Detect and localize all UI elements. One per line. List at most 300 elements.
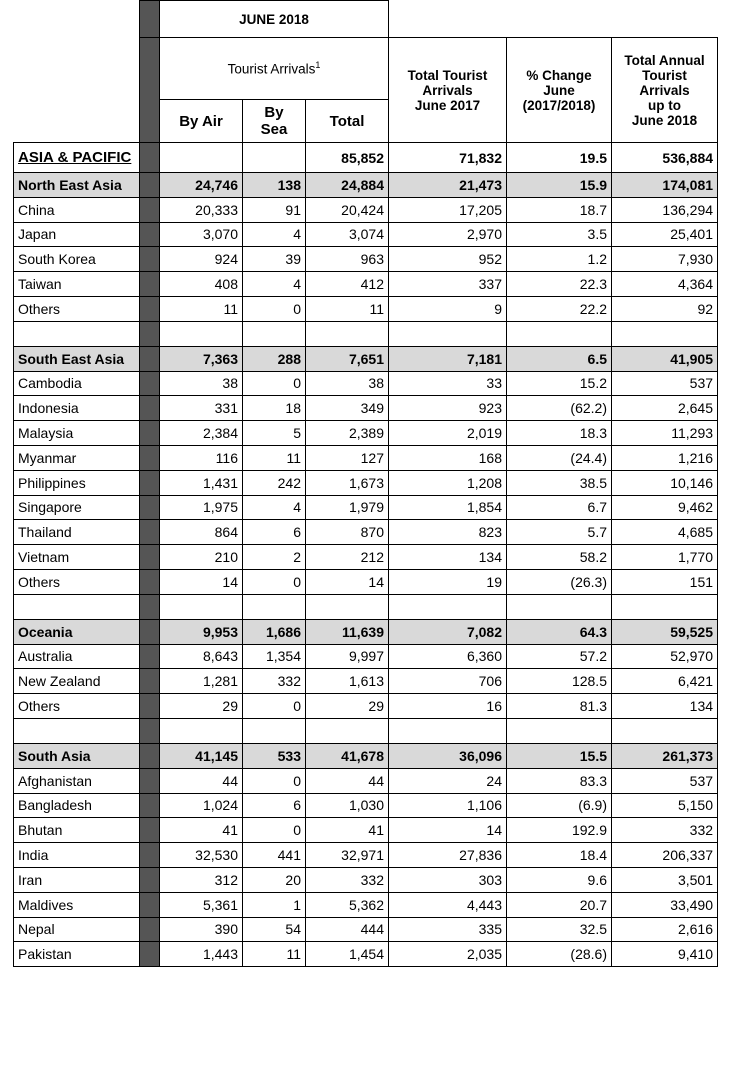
air-cell: 38 [160,371,243,396]
pct-cell: 15.9 [507,173,612,198]
sea-cell: 6 [243,793,306,818]
country-name: Myanmar [14,445,140,470]
empty-cell [160,321,243,346]
table-row [14,793,718,818]
sea-cell: 39 [243,247,306,272]
annual-cell: 174,081 [612,173,718,198]
table-row [14,247,718,272]
annual-cell: 1,770 [612,545,718,570]
empty-cell [243,321,306,346]
air-cell: 1,024 [160,793,243,818]
air-cell: 1,975 [160,495,243,520]
tourist-arrivals-header: Tourist Arrivals$^1$ [160,38,389,100]
total-cell: 963 [306,247,389,272]
annual-cell: 92 [612,296,718,321]
table-row [14,644,718,669]
air-cell: 1,281 [160,669,243,694]
total-cell: 29 [306,694,389,719]
annual-cell: 5,150 [612,793,718,818]
total-cell: 5,362 [306,892,389,917]
total-cell: 870 [306,520,389,545]
total-cell: 14 [306,569,389,594]
empty-cell [243,594,306,619]
pct-cell: 58.2 [507,545,612,570]
sea-cell: 288 [243,346,306,371]
gap-column [140,321,160,346]
total-cell: 1,979 [306,495,389,520]
table-row [14,396,718,421]
by-sea-header: By Sea [243,100,306,143]
air-cell: 24,746 [160,173,243,198]
annual-cell: 206,337 [612,843,718,868]
country-name: Maldives [14,892,140,917]
air-cell: 2,384 [160,421,243,446]
country-name: Others [14,569,140,594]
country-name: Vietnam [14,545,140,570]
pct-change-header: % Change June (2017/2018) [507,38,612,143]
country-name: Indonesia [14,396,140,421]
gap-column [140,1,160,38]
gap-column [140,644,160,669]
region-total: 85,852 [306,143,389,173]
sea-cell: 4 [243,495,306,520]
sea-cell: 54 [243,917,306,942]
air-cell: 11 [160,296,243,321]
country-name: Malaysia [14,421,140,446]
annual-cell: 33,490 [612,892,718,917]
air-cell: 14 [160,569,243,594]
total-cell: 127 [306,445,389,470]
gap-column [140,619,160,644]
total-cell: 349 [306,396,389,421]
total-cell: 41,678 [306,743,389,768]
total-cell: 1,673 [306,470,389,495]
gap-column [140,371,160,396]
tourist-arrivals-table [13,0,718,967]
air-cell: 312 [160,867,243,892]
gap-column [140,445,160,470]
air-cell: 864 [160,520,243,545]
pct-cell: 32.5 [507,917,612,942]
empty-cell [306,594,389,619]
sea-cell: 242 [243,470,306,495]
section-row [14,346,718,371]
total-cell: 11,639 [306,619,389,644]
total-cell: 32,971 [306,843,389,868]
total-cell: 3,074 [306,222,389,247]
gap-column [140,768,160,793]
annual-cell: 2,616 [612,917,718,942]
prev-cell: 303 [389,867,507,892]
annual-cell: 4,685 [612,520,718,545]
country-name: China [14,197,140,222]
air-cell: 331 [160,396,243,421]
pct-cell: 1.2 [507,247,612,272]
gap-column [140,38,160,143]
sea-cell: 1 [243,892,306,917]
by-air-header: By Air [160,100,243,143]
region-annual: 536,884 [612,143,718,173]
annual-cell: 10,146 [612,470,718,495]
gap-column [140,867,160,892]
pct-cell: 15.2 [507,371,612,396]
total-cell: 9,997 [306,644,389,669]
table-row [14,818,718,843]
pct-cell: (26.3) [507,569,612,594]
blank-cell [14,1,140,38]
sea-cell: 1,686 [243,619,306,644]
annual-cell: 59,525 [612,619,718,644]
pct-cell: 81.3 [507,694,612,719]
table-row [14,222,718,247]
gap-column [140,296,160,321]
gap-column [140,545,160,570]
spacer-row [14,321,718,346]
prev-cell: 4,443 [389,892,507,917]
gap-column [140,520,160,545]
prev-cell: 7,082 [389,619,507,644]
air-cell: 41 [160,818,243,843]
country-name: Iran [14,867,140,892]
empty-cell [612,718,718,743]
empty-cell [160,718,243,743]
gap-column [140,569,160,594]
country-name: South Asia [14,743,140,768]
gap-column [140,818,160,843]
pct-cell: 192.9 [507,818,612,843]
gap-column [140,173,160,198]
sea-cell: 441 [243,843,306,868]
annual-cell: 151 [612,569,718,594]
sea-cell: 18 [243,396,306,421]
air-cell: 1,443 [160,942,243,967]
prev-cell: 16 [389,694,507,719]
prev-cell: 33 [389,371,507,396]
sea-cell: 0 [243,768,306,793]
pct-cell: 6.7 [507,495,612,520]
country-name: Singapore [14,495,140,520]
gap-column [140,346,160,371]
air-cell: 29 [160,694,243,719]
total-cell: 38 [306,371,389,396]
air-cell: 408 [160,272,243,297]
air-cell: 41,145 [160,743,243,768]
total-cell: 11 [306,296,389,321]
prev-cell: 134 [389,545,507,570]
pct-cell: 15.5 [507,743,612,768]
total-header: Total [306,100,389,143]
air-cell: 116 [160,445,243,470]
gap-column [140,470,160,495]
table-row [14,495,718,520]
country-name: India [14,843,140,868]
total-cell: 41 [306,818,389,843]
air-cell: 390 [160,917,243,942]
gap-column [140,843,160,868]
sea-cell: 0 [243,296,306,321]
country-name: Bhutan [14,818,140,843]
annual-cell: 261,373 [612,743,718,768]
prev-cell: 706 [389,669,507,694]
table-row [14,272,718,297]
total-cell: 212 [306,545,389,570]
table-row [14,569,718,594]
annual-cell: 41,905 [612,346,718,371]
total-cell: 1,030 [306,793,389,818]
gap-column [140,421,160,446]
table-row [14,867,718,892]
air-cell: 3,070 [160,222,243,247]
section-row [14,619,718,644]
sea-cell: 11 [243,942,306,967]
section-row [14,743,718,768]
pct-cell: 22.2 [507,296,612,321]
empty-cell [507,321,612,346]
annual-cell: 6,421 [612,669,718,694]
annual-cell: 11,293 [612,421,718,446]
country-name: Australia [14,644,140,669]
table-row [14,445,718,470]
total-cell: 444 [306,917,389,942]
country-name: South Korea [14,247,140,272]
pct-cell: 6.5 [507,346,612,371]
sea-cell: 11 [243,445,306,470]
prev-cell: 337 [389,272,507,297]
prev-cell: 1,106 [389,793,507,818]
sea-cell: 332 [243,669,306,694]
pct-cell: 22.3 [507,272,612,297]
gap-column [140,247,160,272]
air-cell: 924 [160,247,243,272]
prev-cell: 923 [389,396,507,421]
gap-column [140,143,160,173]
gap-column [140,197,160,222]
annual-cell: 25,401 [612,222,718,247]
table-row [14,520,718,545]
empty-cell [507,718,612,743]
sea-cell: 1,354 [243,644,306,669]
prev-cell: 2,035 [389,942,507,967]
prev-cell: 19 [389,569,507,594]
prev-cell: 24 [389,768,507,793]
gap-column [140,669,160,694]
pct-cell: 20.7 [507,892,612,917]
total-cell: 24,884 [306,173,389,198]
sea-cell: 20 [243,867,306,892]
pct-cell: 64.3 [507,619,612,644]
region-pct: 19.5 [507,143,612,173]
prev-cell: 17,205 [389,197,507,222]
total-cell: 20,424 [306,197,389,222]
gap-column [140,495,160,520]
sea-cell: 91 [243,197,306,222]
sea-cell: 0 [243,694,306,719]
table-row [14,669,718,694]
country-name: Thailand [14,520,140,545]
region-air [160,143,243,173]
prev-cell: 1,854 [389,495,507,520]
pct-cell: (62.2) [507,396,612,421]
annual-cell: 537 [612,371,718,396]
region-name: ASIA & PACIFIC [14,143,140,173]
prev-cell: 2,970 [389,222,507,247]
country-name: Pakistan [14,942,140,967]
empty-cell [306,321,389,346]
annual-cell: 3,501 [612,867,718,892]
empty-cell [14,594,140,619]
prev-cell: 36,096 [389,743,507,768]
prev-cell: 168 [389,445,507,470]
pct-cell: 9.6 [507,867,612,892]
annual-cell: 9,462 [612,495,718,520]
total-cell: 44 [306,768,389,793]
spacer-row [14,718,718,743]
total-cell: 412 [306,272,389,297]
gap-column [140,793,160,818]
total-cell: 7,651 [306,346,389,371]
gap-column [140,743,160,768]
annual-cell: 332 [612,818,718,843]
pct-cell: 3.5 [507,222,612,247]
pct-cell: 57.2 [507,644,612,669]
total-cell: 1,454 [306,942,389,967]
table-row [14,545,718,570]
table-row [14,917,718,942]
pct-cell: 18.3 [507,421,612,446]
table-row [14,371,718,396]
pct-cell: (24.4) [507,445,612,470]
empty-cell [14,321,140,346]
gap-column [140,917,160,942]
air-cell: 7,363 [160,346,243,371]
table-row [14,470,718,495]
country-name: Cambodia [14,371,140,396]
gap-column [140,942,160,967]
region-row [14,143,718,173]
country-name: Afghanistan [14,768,140,793]
empty-cell [507,594,612,619]
pct-cell: 128.5 [507,669,612,694]
empty-cell [612,594,718,619]
pct-cell: 18.7 [507,197,612,222]
gap-column [140,272,160,297]
prev-cell: 9 [389,296,507,321]
prev-cell: 6,360 [389,644,507,669]
empty-cell [389,321,507,346]
gap-column [140,222,160,247]
prev-cell: 21,473 [389,173,507,198]
prev-cell: 952 [389,247,507,272]
empty-cell [389,594,507,619]
month-header: JUNE 2018 [160,1,389,38]
air-cell: 20,333 [160,197,243,222]
table-row [14,296,718,321]
pct-cell: (28.6) [507,942,612,967]
air-cell: 210 [160,545,243,570]
empty-cell [14,718,140,743]
annual-cell: 9,410 [612,942,718,967]
annual-cell: 136,294 [612,197,718,222]
air-cell: 5,361 [160,892,243,917]
region-prev: 71,832 [389,143,507,173]
sea-cell: 4 [243,222,306,247]
annual-total-header: Total Annual Tourist Arrivals up to June 2018 [612,38,718,143]
pct-cell: 83.3 [507,768,612,793]
country-name: Nepal [14,917,140,942]
table-row [14,768,718,793]
prev-cell: 335 [389,917,507,942]
blank-cell [14,38,140,143]
spacer-row [14,594,718,619]
region-sea [243,143,306,173]
country-name: Japan [14,222,140,247]
table-row [14,197,718,222]
sea-cell: 533 [243,743,306,768]
country-name: Others [14,296,140,321]
country-name: Oceania [14,619,140,644]
pct-cell: 38.5 [507,470,612,495]
empty-cell [243,718,306,743]
annual-cell: 52,970 [612,644,718,669]
sea-cell: 138 [243,173,306,198]
country-name: South East Asia [14,346,140,371]
table-row [14,892,718,917]
sea-cell: 4 [243,272,306,297]
sea-cell: 5 [243,421,306,446]
empty-cell [612,321,718,346]
air-cell: 8,643 [160,644,243,669]
pct-cell: 5.7 [507,520,612,545]
country-name: Taiwan [14,272,140,297]
prev-cell: 7,181 [389,346,507,371]
prev-cell: 27,836 [389,843,507,868]
air-cell: 1,431 [160,470,243,495]
country-name: Others [14,694,140,719]
country-name: New Zealand [14,669,140,694]
sea-cell: 0 [243,569,306,594]
gap-column [140,594,160,619]
table-row [14,421,718,446]
sea-cell: 0 [243,371,306,396]
gap-column [140,718,160,743]
total-cell: 332 [306,867,389,892]
country-name: North East Asia [14,173,140,198]
table-row [14,942,718,967]
annual-cell: 7,930 [612,247,718,272]
section-row [14,173,718,198]
pct-cell: (6.9) [507,793,612,818]
prev-cell: 1,208 [389,470,507,495]
gap-column [140,396,160,421]
prev-cell: 2,019 [389,421,507,446]
country-name: Bangladesh [14,793,140,818]
empty-cell [160,594,243,619]
annual-cell: 4,364 [612,272,718,297]
sea-cell: 6 [243,520,306,545]
annual-cell: 134 [612,694,718,719]
pct-cell: 18.4 [507,843,612,868]
empty-cell [389,718,507,743]
annual-cell: 537 [612,768,718,793]
air-cell: 44 [160,768,243,793]
prev-cell: 823 [389,520,507,545]
gap-column [140,892,160,917]
table-row [14,843,718,868]
sea-cell: 0 [243,818,306,843]
air-cell: 9,953 [160,619,243,644]
air-cell: 32,530 [160,843,243,868]
total-cell: 1,613 [306,669,389,694]
